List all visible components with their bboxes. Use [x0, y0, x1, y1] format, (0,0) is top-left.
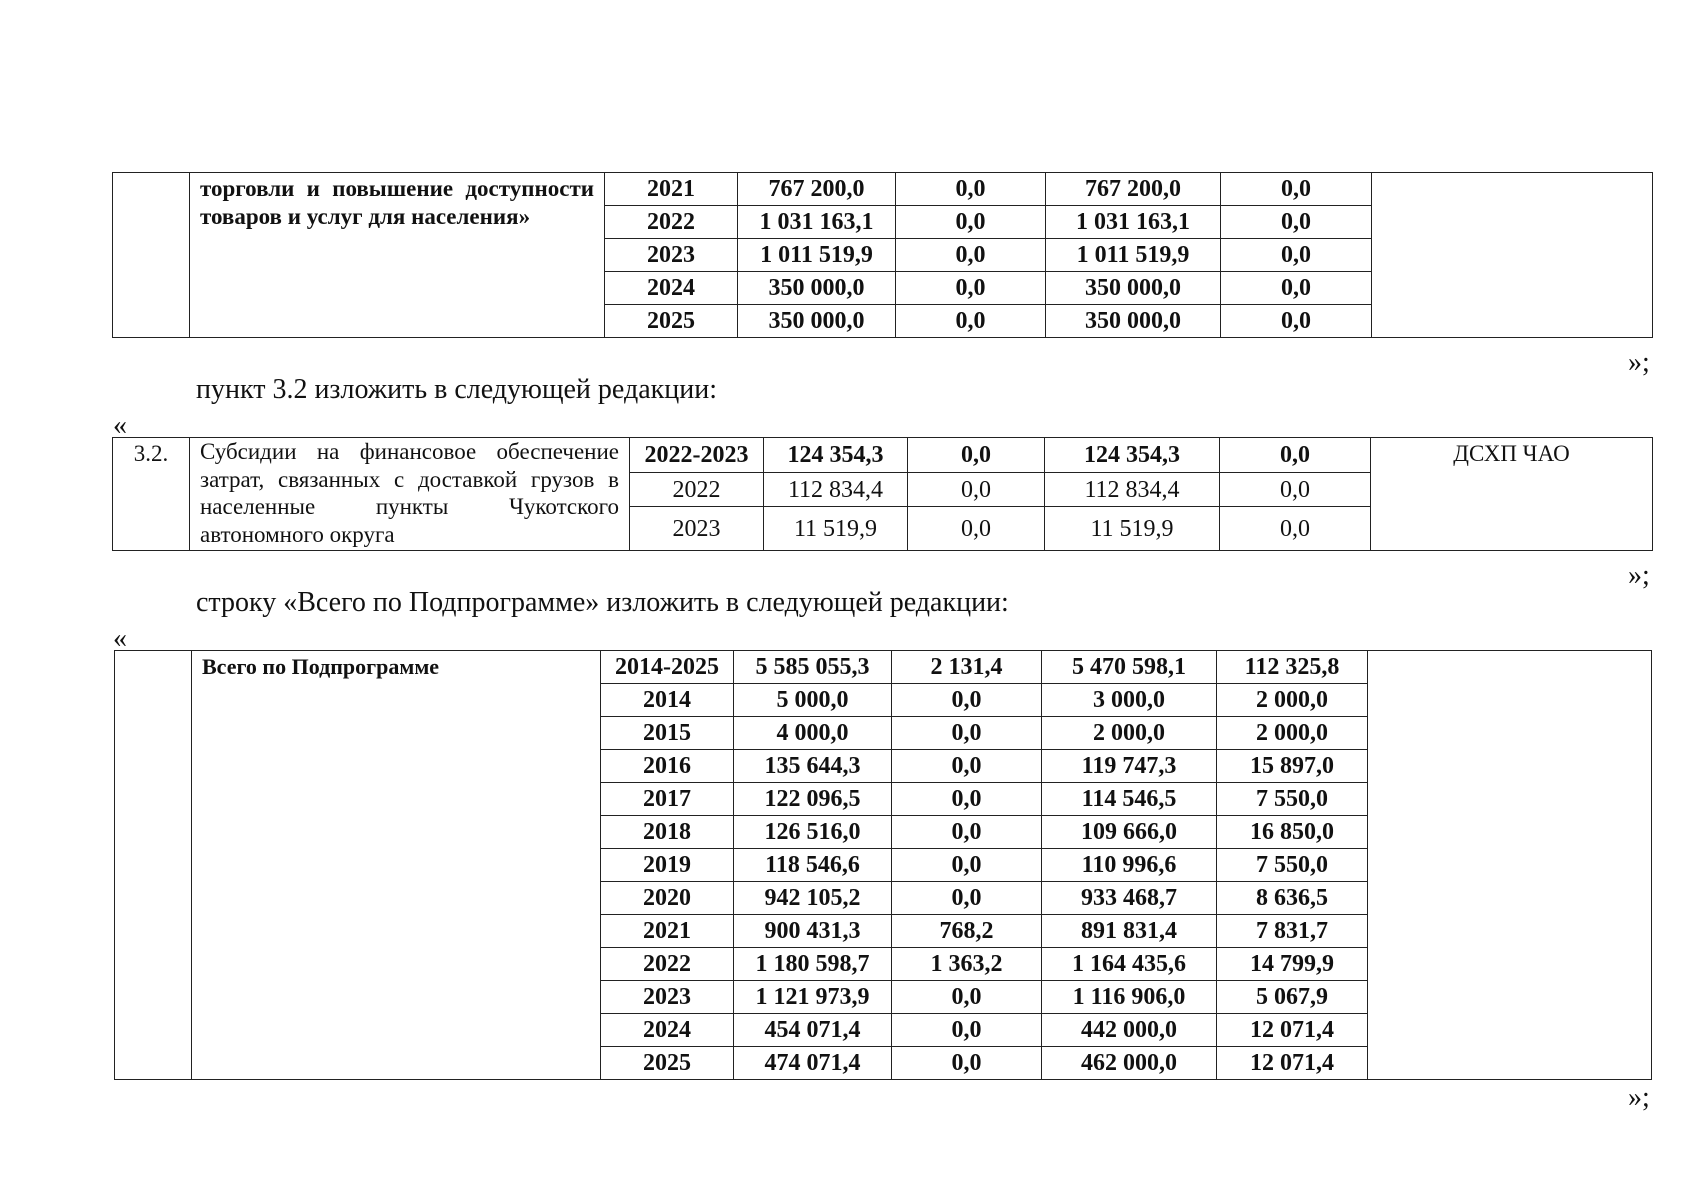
other-sources-cell: 0,0 — [1221, 305, 1372, 338]
district-budget-cell: 1 011 519,9 — [1046, 239, 1221, 272]
district-budget-cell: 1 164 435,6 — [1042, 948, 1217, 981]
federal-budget-cell: 0,0 — [892, 849, 1042, 882]
item-code-cell: 3.2. — [113, 438, 190, 551]
federal-budget-cell: 0,0 — [908, 507, 1045, 551]
total-cell: 112 834,4 — [764, 473, 908, 507]
federal-budget-cell: 0,0 — [892, 750, 1042, 783]
district-budget-cell: 442 000,0 — [1042, 1014, 1217, 1047]
other-sources-cell: 7 550,0 — [1217, 783, 1368, 816]
total-cell: 1 121 973,9 — [734, 981, 892, 1014]
year-cell: 2024 — [605, 272, 738, 305]
year-cell: 2022-2023 — [630, 438, 764, 473]
federal-budget-cell: 0,0 — [892, 684, 1042, 717]
district-budget-cell: 5 470 598,1 — [1042, 651, 1217, 684]
year-cell: 2019 — [601, 849, 734, 882]
total-cell: 474 071,4 — [734, 1047, 892, 1080]
table-total-subprogram — [114, 650, 1652, 1080]
federal-budget-cell: 0,0 — [896, 206, 1046, 239]
federal-budget-cell: 0,0 — [896, 305, 1046, 338]
federal-budget-cell: 0,0 — [908, 438, 1045, 473]
district-budget-cell: 112 834,4 — [1045, 473, 1220, 507]
item-code-cell — [113, 173, 190, 338]
district-budget-cell: 933 468,7 — [1042, 882, 1217, 915]
district-budget-cell: 119 747,3 — [1042, 750, 1217, 783]
year-cell: 2014 — [601, 684, 734, 717]
district-budget-cell: 110 996,6 — [1042, 849, 1217, 882]
total-cell: 118 546,6 — [734, 849, 892, 882]
other-sources-cell: 7 550,0 — [1217, 849, 1368, 882]
total-cell: 5 000,0 — [734, 684, 892, 717]
federal-budget-cell: 0,0 — [908, 473, 1045, 507]
other-sources-cell: 0,0 — [1221, 206, 1372, 239]
district-budget-cell: 3 000,0 — [1042, 684, 1217, 717]
district-budget-cell: 767 200,0 — [1046, 173, 1221, 206]
open-quote: « — [113, 623, 127, 654]
item-description-cell: Всего по Подпрограмме — [192, 651, 601, 1080]
total-cell: 767 200,0 — [738, 173, 896, 206]
paragraph-total-row: строку «Всего по Подпрограмме» изложить в следующей редакции: — [196, 587, 1009, 618]
total-cell: 900 431,3 — [734, 915, 892, 948]
total-cell: 126 516,0 — [734, 816, 892, 849]
total-cell: 122 096,5 — [734, 783, 892, 816]
year-cell: 2023 — [605, 239, 738, 272]
executor-cell — [1368, 651, 1652, 1080]
year-cell: 2014-2025 — [601, 651, 734, 684]
district-budget-cell: 1 031 163,1 — [1046, 206, 1221, 239]
total-cell: 11 519,9 — [764, 507, 908, 551]
other-sources-cell: 0,0 — [1220, 438, 1371, 473]
close-quote: »; — [1628, 560, 1650, 591]
year-cell: 2017 — [601, 783, 734, 816]
executor-cell — [1372, 173, 1653, 338]
table-continuation — [112, 172, 1653, 338]
district-budget-cell: 2 000,0 — [1042, 717, 1217, 750]
federal-budget-cell: 768,2 — [892, 915, 1042, 948]
federal-budget-cell: 0,0 — [892, 1047, 1042, 1080]
year-cell: 2025 — [601, 1047, 734, 1080]
year-cell: 2021 — [601, 915, 734, 948]
year-cell: 2022 — [630, 473, 764, 507]
year-cell: 2016 — [601, 750, 734, 783]
district-budget-cell: 11 519,9 — [1045, 507, 1220, 551]
year-cell: 2020 — [601, 882, 734, 915]
federal-budget-cell: 0,0 — [896, 239, 1046, 272]
close-quote: »; — [1628, 347, 1650, 378]
other-sources-cell: 2 000,0 — [1217, 684, 1368, 717]
other-sources-cell: 0,0 — [1221, 173, 1372, 206]
federal-budget-cell: 0,0 — [892, 717, 1042, 750]
year-cell: 2022 — [601, 948, 734, 981]
other-sources-cell: 15 897,0 — [1217, 750, 1368, 783]
total-cell: 350 000,0 — [738, 305, 896, 338]
district-budget-cell: 462 000,0 — [1042, 1047, 1217, 1080]
table-row — [113, 173, 1653, 206]
table-item-3-2 — [112, 437, 1653, 551]
district-budget-cell: 350 000,0 — [1046, 272, 1221, 305]
year-cell: 2025 — [605, 305, 738, 338]
other-sources-cell: 12 071,4 — [1217, 1014, 1368, 1047]
other-sources-cell: 0,0 — [1221, 239, 1372, 272]
federal-budget-cell: 0,0 — [892, 882, 1042, 915]
total-cell: 4 000,0 — [734, 717, 892, 750]
other-sources-cell: 0,0 — [1220, 507, 1371, 551]
other-sources-cell: 2 000,0 — [1217, 717, 1368, 750]
other-sources-cell: 16 850,0 — [1217, 816, 1368, 849]
item-code-cell — [115, 651, 192, 1080]
item-description-cell: Субсидии на финансовое обеспечение затрат, связанных с доставкой грузов в населенные пункты Чукотского автономного округа — [190, 438, 630, 551]
total-cell: 350 000,0 — [738, 272, 896, 305]
year-cell: 2023 — [601, 981, 734, 1014]
district-budget-cell: 124 354,3 — [1045, 438, 1220, 473]
district-budget-cell: 1 116 906,0 — [1042, 981, 1217, 1014]
other-sources-cell: 12 071,4 — [1217, 1047, 1368, 1080]
district-budget-cell: 114 546,5 — [1042, 783, 1217, 816]
year-cell: 2021 — [605, 173, 738, 206]
year-cell: 2015 — [601, 717, 734, 750]
total-cell: 1 180 598,7 — [734, 948, 892, 981]
federal-budget-cell: 2 131,4 — [892, 651, 1042, 684]
district-budget-cell: 109 666,0 — [1042, 816, 1217, 849]
federal-budget-cell: 0,0 — [892, 1014, 1042, 1047]
total-cell: 1 031 163,1 — [738, 206, 896, 239]
table-row — [113, 438, 1653, 473]
total-cell: 124 354,3 — [764, 438, 908, 473]
total-cell: 454 071,4 — [734, 1014, 892, 1047]
federal-budget-cell: 0,0 — [896, 272, 1046, 305]
close-quote: »; — [1628, 1082, 1650, 1113]
open-quote: « — [113, 410, 127, 441]
total-cell: 1 011 519,9 — [738, 239, 896, 272]
total-cell: 942 105,2 — [734, 882, 892, 915]
other-sources-cell: 112 325,8 — [1217, 651, 1368, 684]
year-cell: 2022 — [605, 206, 738, 239]
year-cell: 2023 — [630, 507, 764, 551]
other-sources-cell: 7 831,7 — [1217, 915, 1368, 948]
other-sources-cell: 14 799,9 — [1217, 948, 1368, 981]
total-cell: 135 644,3 — [734, 750, 892, 783]
federal-budget-cell: 1 363,2 — [892, 948, 1042, 981]
table-row — [115, 651, 1652, 684]
total-cell: 5 585 055,3 — [734, 651, 892, 684]
other-sources-cell: 0,0 — [1220, 473, 1371, 507]
executor-cell: ДСХП ЧАО — [1371, 438, 1653, 551]
paragraph-item-3-2: пункт 3.2 изложить в следующей редакции: — [196, 374, 717, 405]
other-sources-cell: 5 067,9 — [1217, 981, 1368, 1014]
item-description-cell: торговли и повышение доступности товаров и услуг для населения» — [190, 173, 605, 338]
year-cell: 2018 — [601, 816, 734, 849]
district-budget-cell: 350 000,0 — [1046, 305, 1221, 338]
year-cell: 2024 — [601, 1014, 734, 1047]
federal-budget-cell: 0,0 — [892, 816, 1042, 849]
federal-budget-cell: 0,0 — [896, 173, 1046, 206]
other-sources-cell: 8 636,5 — [1217, 882, 1368, 915]
federal-budget-cell: 0,0 — [892, 783, 1042, 816]
district-budget-cell: 891 831,4 — [1042, 915, 1217, 948]
other-sources-cell: 0,0 — [1221, 272, 1372, 305]
federal-budget-cell: 0,0 — [892, 981, 1042, 1014]
